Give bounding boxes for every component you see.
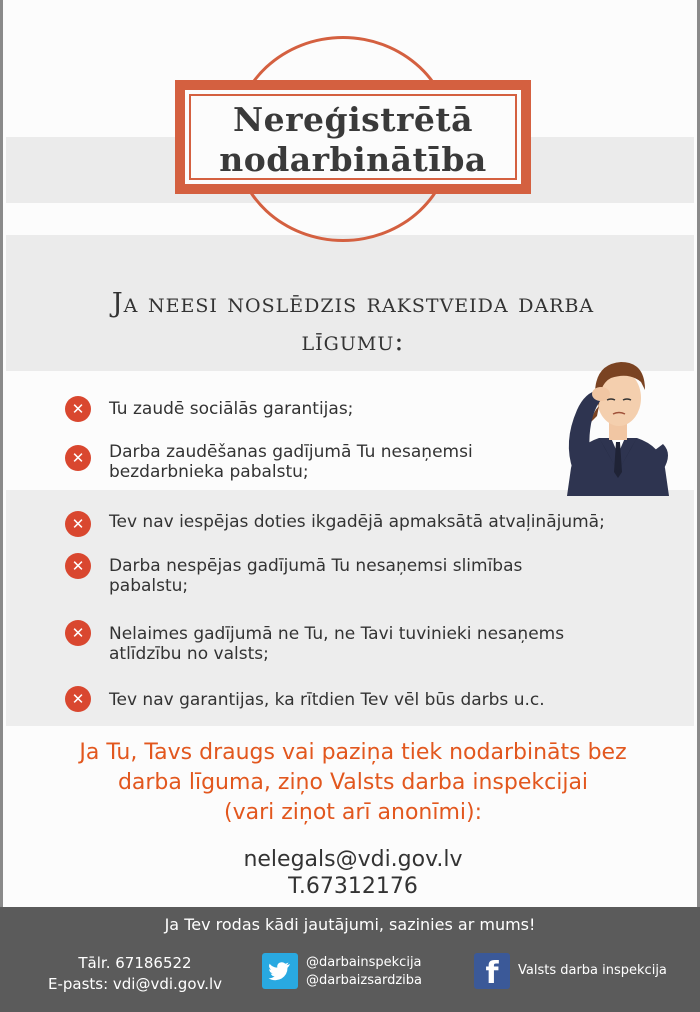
item-text: pabalstu; (109, 576, 189, 596)
item-text: Tu zaudē sociālās garantijas; (109, 399, 354, 419)
subtitle-line-2: līgumu: (301, 326, 405, 357)
item-text: Darba zaudēšanas gadījumā Tu nesaņemsi (109, 442, 473, 462)
x-circle-icon: ✕ (65, 445, 91, 471)
contact-phone: T.67312176 (288, 874, 418, 899)
item-text: Tev nav iespējas doties ikgadējā apmaksātā atvaļinājumā; (109, 512, 605, 532)
x-circle-icon: ✕ (65, 511, 91, 537)
page-title (185, 100, 521, 180)
item-text: atlīdzību no valsts; (109, 644, 269, 664)
cta-line: darba līguma, ziņo Valsts darba inspekcijai (117, 770, 589, 795)
x-circle-icon: ✕ (65, 686, 91, 712)
footer-email[interactable]: E-pasts: vdi@vdi.gov.lv (47, 975, 223, 993)
x-circle-icon: ✕ (65, 620, 91, 646)
footer-contacts (40, 953, 230, 995)
title-line-2: nodarbinātība (219, 140, 487, 179)
item-text: bezdarbnieka pabalstu; (109, 462, 309, 482)
contact-email[interactable]: nelegals@vdi.gov.lv (243, 847, 463, 872)
cta-line: Ja Tu, Tavs draugs vai paziņa tiek nodarbināts bez (79, 740, 627, 765)
x-circle-icon: ✕ (65, 396, 91, 422)
x-circle-icon: ✕ (65, 553, 91, 579)
title-line-1: Nereģistrētā (233, 100, 473, 139)
twitter-icon[interactable] (262, 953, 298, 989)
twitter-handle[interactable]: @darbaizsardziba (306, 973, 422, 988)
title-badge (175, 80, 531, 194)
item-text: Darba nespējas gadījumā Tu nesaņemsi slimības (109, 556, 523, 576)
facebook-icon[interactable]: f (474, 953, 510, 989)
subtitle-line-1: Ja neesi noslēdzis rakstveida darba (111, 288, 595, 319)
item-text: Nelaimes gadījumā ne Tu, ne Tavi tuvinieki nesaņems (109, 624, 565, 644)
footer (0, 907, 700, 1012)
item-text: Tev nav garantijas, ka rītdien Tev vēl būs darbs u.c. (109, 690, 545, 710)
facebook-page-link[interactable]: Valsts darba inspekcija (518, 963, 667, 978)
twitter-handle[interactable]: @darbainspekcija (306, 955, 422, 970)
footer-question: Ja Tev rodas kādi jautājumi, sazinies ar mums! (164, 915, 536, 934)
cta-line: (vari ziņot arī anonīmi): (223, 800, 483, 825)
call-to-action (33, 738, 673, 828)
twitter-handles (306, 954, 422, 990)
footer-phone: Tālr. 67186522 (78, 954, 192, 972)
